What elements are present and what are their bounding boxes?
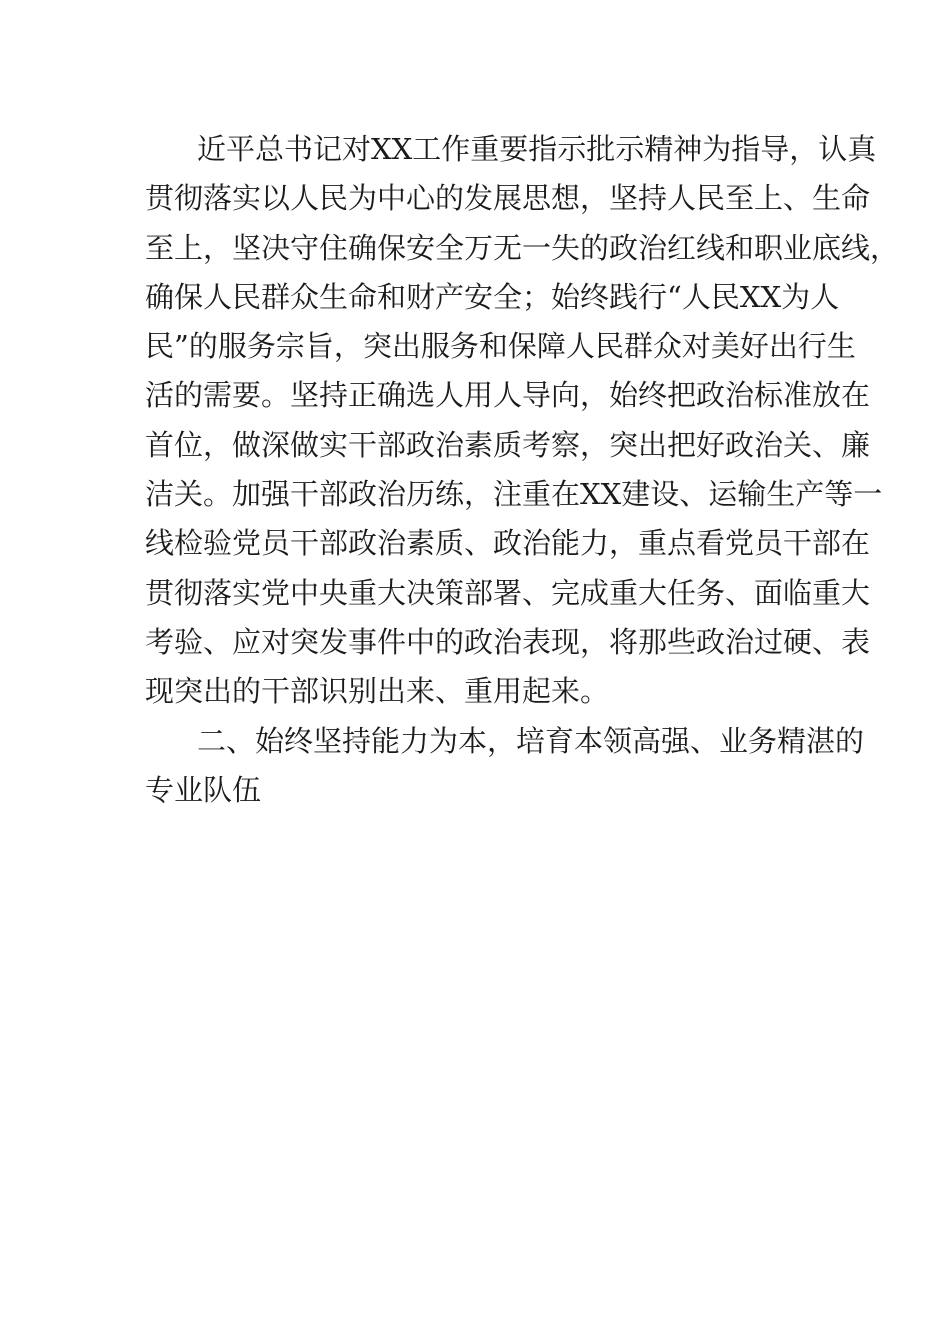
paragraph-line: 线检验党员干部政治素质、政治能力，重点看党员干部在 — [145, 526, 871, 561]
document-body — [145, 125, 900, 815]
paragraph-line: 贯彻落实以人民为中心的发展思想，坚持人民至上、生命 — [145, 181, 871, 216]
paragraph-1 — [145, 125, 900, 717]
heading-line: 二、始终坚持能力为本，培育本领高强、业务精湛的 — [197, 723, 865, 758]
paragraph-line: 首位，做深做实干部政治素质考察，突出把好政治关、廉 — [145, 427, 871, 462]
paragraph-line: 民”的服务宗旨，突出服务和保障人民群众对美好出行生 — [145, 329, 856, 364]
heading-line: 专业队伍 — [145, 772, 262, 807]
paragraph-line: 确保人民群众生命和财产安全；始终践行“人民XX为人 — [145, 279, 840, 314]
paragraph-line: 贯彻落实党中央重大决策部署、完成重大任务、面临重大 — [145, 575, 871, 610]
section-heading-2 — [145, 717, 865, 816]
paragraph-line: 现突出的干部识别出来、重用起来。 — [145, 674, 610, 709]
paragraph-line: 活的需要。坚持正确选人用人导向，始终把政治标准放在 — [145, 378, 871, 413]
paragraph-line: 考验、应对突发事件中的政治表现，将那些政治过硬、表 — [145, 624, 871, 659]
paragraph-line: 至上，坚决守住确保安全万无一失的政治红线和职业底线， — [145, 230, 900, 265]
paragraph-line: 洁关。加强干部政治历练，注重在XX建设、运输生产等一 — [145, 477, 883, 512]
paragraph-line: 近平总书记对XX工作重要指示批示精神为指导，认真 — [197, 132, 877, 166]
